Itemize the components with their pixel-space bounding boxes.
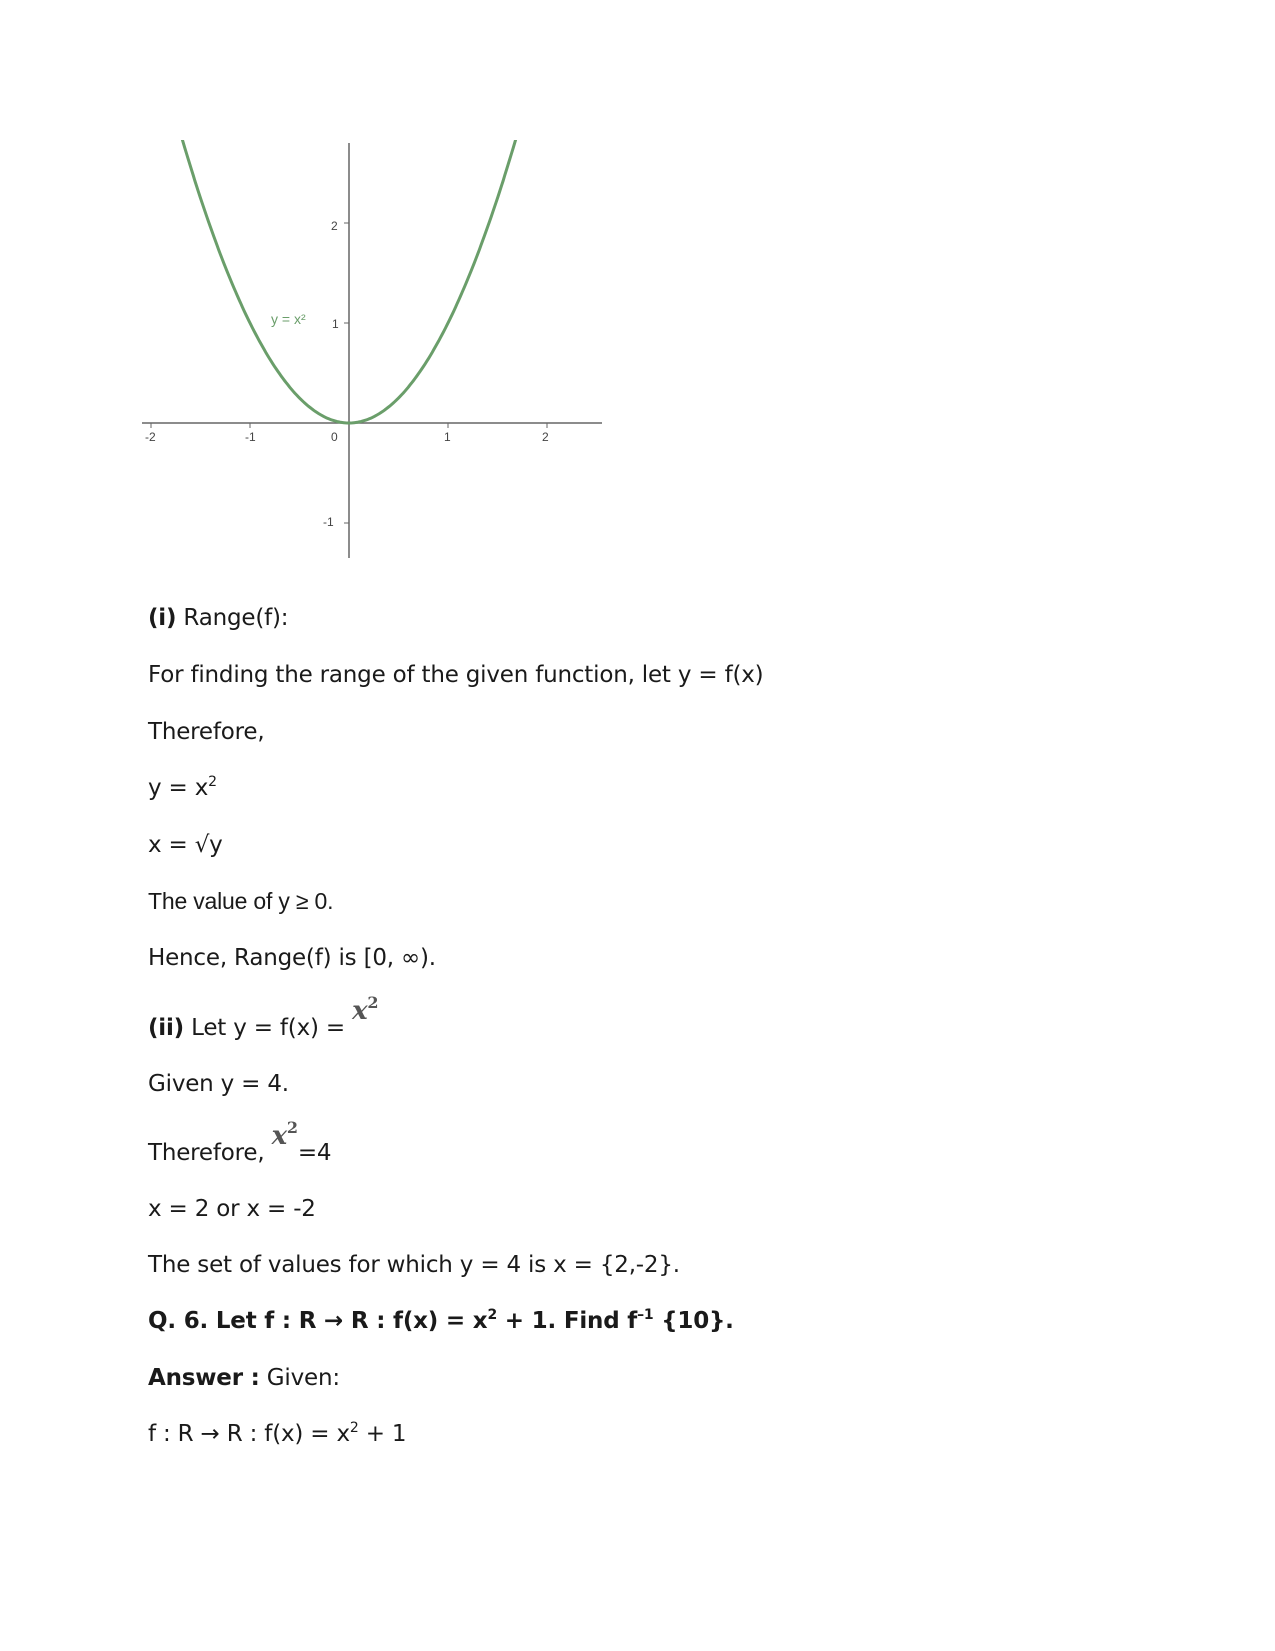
part-ii-heading — [148, 993, 379, 1043]
part-i-heading — [148, 603, 288, 633]
text-line-x2-eq-4: Therefore, $x^2=4$ — [148, 1118, 332, 1166]
text-line-solution-set: The set of values for which y = 4 is x = {2,-2}. — [148, 1252, 680, 1278]
x-tick-2: 2 — [542, 430, 549, 444]
answer-label: Answer : — [148, 1365, 260, 1391]
math-x-squared-image: $x^2$ — [271, 1118, 298, 1151]
equation-y-x2 — [148, 773, 217, 803]
text-line-range-intro: For finding the range of the given function, let y = f(x) — [148, 662, 764, 688]
text-line-given-y4: Given y = 4. — [148, 1071, 289, 1097]
x-tick-neg2: -2 — [145, 430, 156, 444]
part-i-title: Range(f): — [176, 605, 289, 631]
question-6: Q. 6. Let f : R → R : $f(x) = x^2 + 1$. Find $f^{-1}$ {10}. — [148, 1307, 734, 1334]
y-tick-1: 1 — [332, 317, 339, 331]
math-x-squared-image: $x^2$ — [352, 993, 379, 1026]
text-line-therefore: Therefore, — [148, 719, 265, 745]
part-i-label: (i) — [148, 605, 177, 631]
equation-f-def: f : R → R : $f(x) = x^2 + 1$ — [148, 1420, 407, 1447]
eq-base: y = x — [148, 775, 209, 801]
answer-text: Given: — [259, 1365, 340, 1391]
parabola-graph — [140, 140, 630, 590]
eq-sup: 2 — [208, 774, 217, 790]
x-tick-1: 1 — [444, 430, 451, 444]
y-tick-neg1: -1 — [323, 515, 334, 529]
answer-heading — [148, 1363, 340, 1393]
origin-label: 0 — [331, 430, 338, 444]
text-line-solutions: x = 2 or x = -2 — [148, 1196, 316, 1222]
curve-label: y = x² — [271, 311, 306, 327]
text-line-range-result: Hence, Range(f) is [0, ∞). — [148, 945, 436, 971]
y-tick-2: 2 — [331, 219, 338, 233]
part-ii-label: (ii) — [148, 1015, 184, 1041]
part-ii-text: Let y = f(x) = — [184, 1015, 353, 1041]
text-line-y-nonneg: The value of y ≥ 0. — [148, 888, 334, 914]
equation-x-sqrt-y: x = √y — [148, 832, 223, 858]
x-tick-neg1: -1 — [245, 430, 256, 444]
